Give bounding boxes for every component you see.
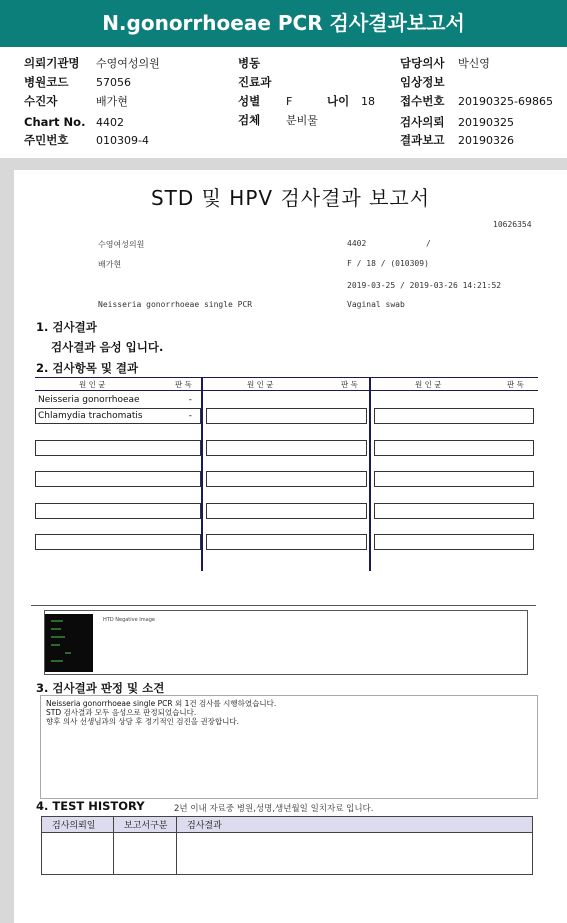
image-section-rule xyxy=(31,605,536,606)
col3-item-header: 원 인 균 xyxy=(415,380,442,389)
image-caption: HTD Negative Image xyxy=(103,617,155,623)
info-ward: 병동 xyxy=(238,56,261,70)
empty-result-cell xyxy=(35,503,201,519)
col3-result-header: 판 독 xyxy=(507,380,524,389)
section-4-title: 4. TEST HISTORY xyxy=(36,799,145,813)
result-row: Neisseria gonorrhoeae - xyxy=(38,395,192,405)
specimen-type: Vaginal swab xyxy=(347,300,405,309)
pcr-image-panel xyxy=(44,610,528,675)
empty-result-cell xyxy=(35,534,201,550)
empty-result-cell xyxy=(206,471,367,487)
col2-result-header: 판 독 xyxy=(341,380,358,389)
chart-number: 4402 xyxy=(347,239,367,248)
info-clinic: 의뢰기관명 수영여성의원 xyxy=(24,56,160,70)
grid-divider-1 xyxy=(201,377,203,571)
history-cell xyxy=(177,833,533,875)
patient-name: 배가현 xyxy=(98,260,122,269)
gel-image xyxy=(45,614,93,672)
empty-result-cell xyxy=(206,534,367,550)
section-1-title: 1. 검사결과 xyxy=(36,320,97,334)
result-row: Chlamydia trachomatis - xyxy=(35,408,201,424)
sex-age: F / 18 / (010309) xyxy=(347,259,429,268)
document-title: STD 및 HPV 검사결과 보고서 xyxy=(150,186,431,210)
history-header-type: 보고서구분 xyxy=(114,817,177,833)
empty-result-cell xyxy=(206,408,367,424)
finding-line: 향후 의사 선생님과의 상담 후 정기적인 검진을 권장합니다. xyxy=(46,717,239,726)
info-department: 진료과 xyxy=(238,75,272,89)
history-header-request: 검사의뢰일 xyxy=(42,817,114,833)
empty-result-cell xyxy=(35,471,201,487)
section-3-title: 3. 검사결과 판정 및 소견 xyxy=(36,681,165,695)
findings-box xyxy=(40,695,538,799)
history-cell xyxy=(42,833,114,875)
col2-item-header: 원 인 균 xyxy=(247,380,274,389)
empty-result-cell xyxy=(206,503,367,519)
history-table xyxy=(41,816,533,875)
test-name: Neisseria gonorrhoeae single PCR xyxy=(98,300,253,309)
empty-result-cell xyxy=(374,440,534,456)
report-title-bar xyxy=(0,0,567,47)
info-clinical-info: 임상정보 xyxy=(400,75,445,89)
window-title: N.gonorrhoeae PCR 검사결과보고서 xyxy=(102,11,465,35)
section-divider xyxy=(0,158,567,170)
info-hospital-code: 병원코드 57056 xyxy=(24,75,131,89)
section-1-result: 검사결과 음성 입니다. xyxy=(51,340,164,354)
finding-line: STD 검사결과 모두 음성으로 판정되었습니다. xyxy=(46,708,197,717)
report-document[interactable] xyxy=(14,170,567,923)
info-age: 나이 18 xyxy=(327,94,375,108)
results-grid-header xyxy=(35,377,538,391)
empty-result-cell xyxy=(374,534,534,550)
finding-line: Neisseria gonorrhoeae single PCR 외 1건 검사를 시행하였습니다. xyxy=(46,699,277,708)
dates: 2019-03-25 / 2019-03-26 14:21:52 xyxy=(347,281,502,290)
viewer-margin xyxy=(0,170,14,923)
info-request-date: 검사의뢰 20190325 xyxy=(400,115,514,129)
history-cell xyxy=(114,833,177,875)
grid-divider-2 xyxy=(369,377,371,571)
report-number: 10626354 xyxy=(493,220,532,229)
info-doctor: 담당의사 박신영 xyxy=(400,56,490,70)
info-patient: 수진자 배가현 xyxy=(24,94,128,108)
empty-result-cell xyxy=(374,471,534,487)
info-receipt-no: 접수번호 20190325-69865 xyxy=(400,94,553,108)
chart-separator: / xyxy=(426,239,431,248)
info-specimen: 검체 분비물 xyxy=(238,113,318,127)
info-sex: 성별 F xyxy=(238,94,293,108)
col1-item-header: 원 인 균 xyxy=(79,380,106,389)
info-resident-no: 주민번호 010309-4 xyxy=(24,133,149,147)
patient-info-panel xyxy=(0,52,567,158)
section-2-title: 2. 검사항목 및 결과 xyxy=(36,361,139,375)
empty-result-cell xyxy=(35,440,201,456)
info-chart-no: Chart No. 4402 xyxy=(24,115,124,129)
history-note: 2년 이내 자료중 병원,성명,생년월일 일치자료 입니다. xyxy=(174,804,374,814)
empty-result-cell xyxy=(374,408,534,424)
clinic-name: 수영여성의원 xyxy=(98,240,145,249)
empty-result-cell xyxy=(374,503,534,519)
empty-result-cell xyxy=(206,440,367,456)
col1-result-header: 판 독 xyxy=(175,380,192,389)
history-header-result: 검사결과 xyxy=(177,817,533,833)
info-report-date: 결과보고 20190326 xyxy=(400,133,514,147)
